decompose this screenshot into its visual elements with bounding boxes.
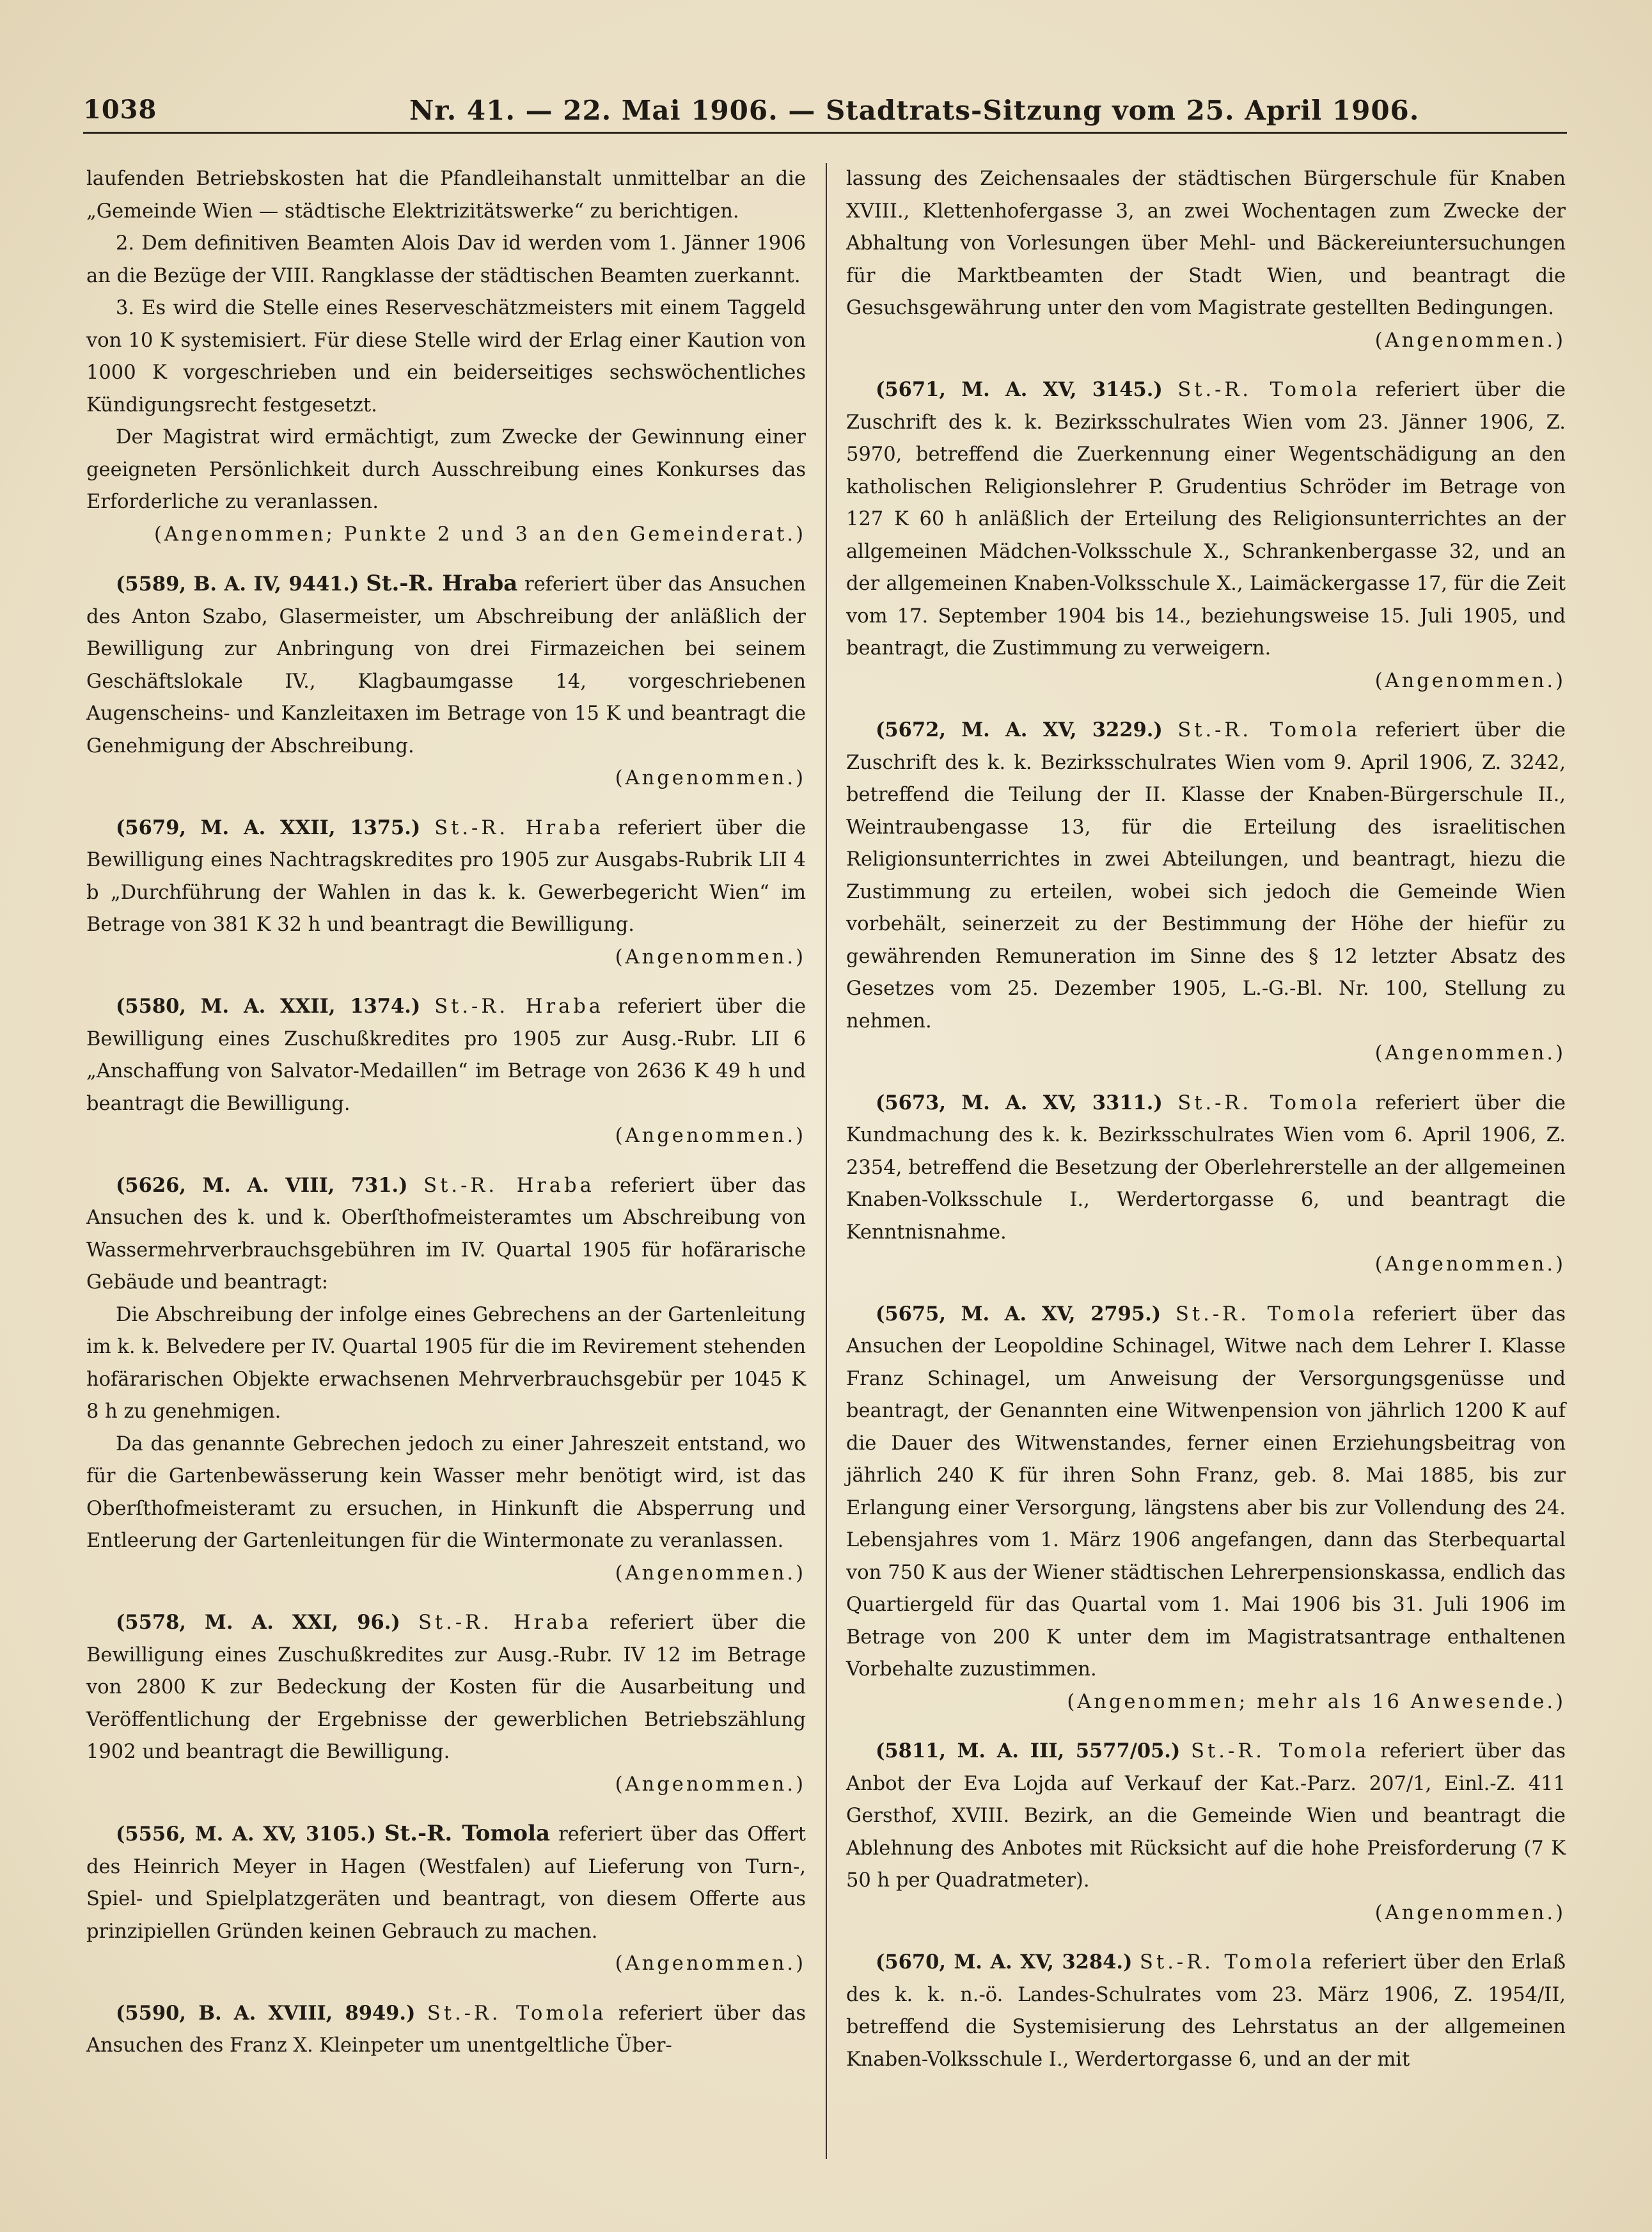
- status-note: (Angenommen.): [615, 767, 806, 789]
- entry-5670: [846, 1946, 1566, 2076]
- entry-text: referiert über das Ansuchen der Leopoldine Schinagel, Witwe nach dem Lehrer I. Klasse Franz Schinagel, um Anweisung der Versorgungsgenüsse und beantragt, der Genannten eine Witwenpension von jährlich 1200 K auf die Dauer des Witwenstandes, ferner einen Erziehungsbeitrag von jährlich 240 K für ihren Sohn Franz, geb. 8. Mai 1885, bis zur Erlangung einer Versorgung, längstens aber bis zur Vollendung des 24. Lebensjahres vom 1. März 1906 angefangen, dann das Sterbequartal von 750 K aus der Wiener städtischen Lehrerpensionskassa, endlich das Quartiergeld für das Quartal vom 1. Mai 1906 bis 31. Juli 1906 im Betrage von 200 K unter dem im Magistratsantrage enthaltenen Vorbehalte zuzustimmen.: [846, 1302, 1566, 1681]
- left-column: [86, 163, 806, 2159]
- entry-text: referiert über die Bewilligung eines Zuschußkredites zur Ausg.-Rubr. IV 12 im Betrage von 2800 K zur Bedeckung der Kosten für die Ausarbeitung und Veröffentlichung der Ergebnisse der gewerblichen Betriebszählung 1902 und beantragt die Bewilligung.: [86, 1611, 806, 1763]
- status-note: (Angenommen.): [615, 1562, 806, 1585]
- status-note: (Angenommen.): [615, 1773, 806, 1796]
- entry-reference: (5679, M. A. XXII, 1375.): [116, 816, 421, 839]
- entry-5590-continued: [846, 163, 1566, 357]
- entry-reference: (5589, B. A. IV, 9441.): [116, 573, 359, 596]
- entry-reference: (5590, B. A. XVIII, 8949.): [116, 2001, 416, 2025]
- entry-5675: [846, 1298, 1566, 1719]
- entry-text: referiert über das Anbot der Eva Lojda auf Verkauf der Kat.-Parz. 207/1, Einl.-Z. 411 Gersthof, XVIII. Bezirk, an die Gemeinde Wien und beantragt die Ablehnung des Anbotes mit Rücksicht auf die hohe Preisforderung (7 K 50 h per Quadratmeter).: [846, 1740, 1566, 1892]
- entry-text: referiert über die Zuschrift des k. k. Bezirksschulrates Wien vom 9. April 1906, Z. 3242, betreffend die Teilung der II. Klasse der Knaben-Bürgerschule II., Weintraubengasse 13, für die Erteilung des israelitischen Religionsunterrichtes in zwei Abteilungen, und beantragt, hiezu die Zustimmung zu erteilen, wobei sich jedoch die Gemeinde Wien vorbehält, seinerzeit zu der Bestimmung der Höhe der hiefür zu gewährenden Remuneration im Sinne des § 12 letzter Absatz des Gesetzes vom 25. Dezember 1905, L.-G.-Bl. Nr. 100, Stellung zu nehmen.: [846, 719, 1566, 1033]
- councillor-name: St.-R. Hraba: [423, 1174, 595, 1197]
- entry-text: referiert über das Ansuchen des Anton Szabo, Glasermeister, um Abschreibung der anläßlich der Bewilligung zur Anbringung von drei Firmazeichen bei seinem Geschäftslokale IV., Klagbaumgasse 14, vorgeschriebenen Augenscheins- und Kanzleitaxen im Betrage von 15 K und beantragt die Genehmigung der Abschreibung.: [86, 573, 806, 757]
- councillor-name: St.-R. Hraba: [418, 1611, 592, 1634]
- entry-reference: (5811, M. A. III, 5577/05.): [876, 1739, 1181, 1762]
- councillor-name: St.-R. Tomola: [1140, 1951, 1316, 1974]
- entry-5673: [846, 1087, 1566, 1281]
- entry-5679: [86, 812, 806, 974]
- entry-text: referiert über die Bewilligung eines Zuschußkredites pro 1905 zur Ausg.-Rubr. LII 6 „Anschaffung von Salvator-Medaillen“ im Betrage von 2636 K 49 h und beantragt die Bewilligung.: [86, 995, 806, 1115]
- entry-text: referiert über das Offert des Heinrich Meyer in Hagen (Westfalen) auf Lieferung von Turn-, Spiel- und Spielplatzgeräten und beantragt, von diesem Offerte aus prinzipiellen Gründen keinen Gebrauch zu machen.: [86, 1823, 806, 1943]
- entry-text: referiert über die Bewilligung eines Nachtragskredites pro 1905 zur Ausgabs-Rubrik LII 4 b „Durchführung der Wahlen in das k. k. Gewerbegericht Wien“ im Betrage von 381 K 32 h und beantragt die Bewilligung.: [86, 816, 806, 936]
- entry-5590: [86, 1997, 806, 2062]
- councillor-name: St.-R. Hraba: [434, 816, 604, 839]
- entry-5580: [86, 990, 806, 1153]
- entry-reference: (5671, M. A. XV, 3145.): [876, 378, 1163, 401]
- status-note: (Angenommen; Punkte 2 und 3 an den Gemeinderat.): [153, 523, 806, 546]
- status-note: (Angenommen.): [1374, 1901, 1566, 1924]
- entry-text: referiert über die Kundmachung des k. k. Bezirksschulrates Wien vom 6. April 1906, Z. 2354, betreffend die Besetzung der Oberlehrerstelle an der allgemeinen Knaben-Volksschule I., Werdertorgasse 6, und beantragt die Kenntnisnahme.: [846, 1091, 1566, 1244]
- entry-5578: [86, 1606, 806, 1801]
- councillor-name: St.-R. Tomola: [1177, 719, 1361, 741]
- entry-text: referiert über das Ansuchen des k. und k. Oberſthofmeisteramtes um Abschreibung von Wassermehrverbrauchsgebühren im IV. Quartal 1905 für hofärarische Gebäude und beantragt:: [86, 1174, 806, 1294]
- entry-reference: (5580, M. A. XXII, 1374.): [116, 995, 421, 1018]
- entry-5556: [86, 1817, 806, 1981]
- header-rule: [83, 132, 1567, 136]
- entry-reference: (5675, M. A. XV, 2795.): [876, 1302, 1161, 1326]
- councillor-name: St.-R. Tomola: [1177, 379, 1361, 401]
- right-column: [846, 163, 1566, 2159]
- entry-reference: (5556, M. A. XV, 3105.): [116, 1823, 376, 1846]
- entry-5589: [86, 567, 806, 795]
- councillor-name: St.-R. Tomola: [1175, 1302, 1358, 1326]
- entry-reference: (5673, M. A. XV, 3311.): [876, 1091, 1163, 1114]
- running-head: Nr. 41. — 22. Mai 1906. — Stadtrats-Sitzung vom 25. April 1906.: [409, 95, 1420, 126]
- text-columns: [86, 163, 1583, 2159]
- paragraph: 2. Dem definitiven Beamten Alois Dav id werden vom 1. Jänner 1906 an die Bezüge der VIII. Rangklasse der städtischen Beamten zuerkannt.: [86, 232, 806, 287]
- paragraph: Die Abschreibung der infolge eines Gebrechens an der Gartenleitung im k. k. Belvedere per IV. Quartal 1905 für die im Revirement stehenden hofärarischen Objekte erwachsenen Mehrverbrauchsgebür per 1045 K 8 h zu genehmigen.: [86, 1303, 806, 1423]
- councillor-name: St.-R. Hraba: [366, 571, 518, 596]
- entry-5811: [846, 1735, 1566, 1929]
- status-note: (Angenommen; mehr als 16 Anwesende.): [1067, 1690, 1566, 1713]
- status-note: (Angenommen.): [1374, 329, 1566, 352]
- entry-5672: [846, 714, 1566, 1070]
- entry-5626: [86, 1169, 806, 1590]
- entry-text: referiert über das Ansuchen des Franz X. Kleinpeter um unentgeltliche Über-: [86, 2002, 806, 2057]
- status-note: (Angenommen.): [1374, 1253, 1566, 1276]
- entry-reference: (5626, M. A. VIII, 731.): [116, 1173, 408, 1197]
- intro-entry: [86, 163, 806, 551]
- paragraph: 3. Es wird die Stelle eines Reserveschätzmeisters mit einem Taggeld von 10 K systemisiert. Für diese Stelle wird der Erlag einer Kaution von 1000 K vorgeschrieben und ein beiderseitiges sechswöchentliches Kündigungsrecht festgesetzt.: [86, 297, 806, 416]
- status-note: (Angenommen.): [1374, 669, 1566, 692]
- entry-text: referiert über den Erlaß des k. k. n.-ö. Landes-Schulrates vom 23. März 1906, Z. 1954/II, betreffend die Systemisierung des Lehrstatus an der allgemeinen Knaben-Volksschule I., Werdertorgasse 6, und an der mit: [846, 1951, 1566, 2071]
- entry-reference: (5578, M. A. XXI, 96.): [116, 1611, 400, 1634]
- councillor-name: St.-R. Hraba: [434, 995, 604, 1018]
- status-note: (Angenommen.): [615, 946, 806, 969]
- status-note: (Angenommen.): [1374, 1042, 1566, 1065]
- entry-5671: [846, 374, 1566, 697]
- status-note: (Angenommen.): [615, 1125, 806, 1147]
- paragraph: laufenden Betriebskosten hat die Pfandleihanstalt unmittelbar an die „Gemeinde Wien — städtische Elektrizitätswerke“ zu berichtigen.: [86, 168, 806, 223]
- paragraph: Da das genannte Gebrechen jedoch zu einer Jahreszeit entstand, wo für die Gartenbewässerung kein Wasser mehr benötigt wird, ist das Oberſthofmeisteramt zu ersuchen, in Hinkunft die Absperrung und Entleerung der Gartenleitungen für die Wintermonate zu veranlassen.: [86, 1432, 806, 1552]
- paragraph: Der Magistrat wird ermächtigt, zum Zwecke der Gewinnung einer geeigneten Persönlichkeit durch Ausschreibung eines Konkurses das Erforderliche zu veranlassen.: [86, 426, 806, 513]
- page-header: [83, 95, 1567, 146]
- entry-reference: (5672, M. A. XV, 3229.): [876, 718, 1163, 741]
- entry-reference: (5670, M. A. XV, 3284.): [876, 1951, 1133, 1974]
- councillor-name: St.-R. Tomola: [384, 1821, 551, 1846]
- page-number: 1038: [83, 95, 157, 125]
- column-divider: [826, 163, 827, 2159]
- councillor-name: St.-R. Tomola: [427, 2002, 607, 2025]
- councillor-name: St.-R. Tomola: [1191, 1740, 1370, 1762]
- paragraph: lassung des Zeichensaales der städtischen Bürgerschule für Knaben XVIII., Klettenhofergasse 3, an zwei Wochentagen zum Zwecke der Abhaltung von Vorlesungen über Mehl- und Bäckereiuntersuchungen für die Marktbeamten der Stadt Wien, und beantragt die Gesuchsgewährung unter den vom Magistrate gestellten Bedingungen.: [846, 168, 1566, 319]
- entry-text: referiert über die Zuschrift des k. k. Bezirksschulrates Wien vom 23. Jänner 1906, Z. 5970, betreffend die Zuerkennung einer Wegentschädigung an den katholischen Religionslehrer P. Grudentius Schröder im Betrage von 127 K 60 h anläßlich der Erteilung des Religionsunterrichtes an der allgemeinen Mädchen-Volksschule X., Schrankenbergasse 32, und an der allgemeinen Knaben-Volksschule X., Laimäckergasse 17, für die Zeit vom 17. September 1904 bis 14., beziehungsweise 15. Juli 1905, und beantragt, die Zustimmung zu verweigern.: [846, 379, 1566, 660]
- councillor-name: St.-R. Tomola: [1177, 1091, 1361, 1114]
- status-note: (Angenommen.): [615, 1952, 806, 1975]
